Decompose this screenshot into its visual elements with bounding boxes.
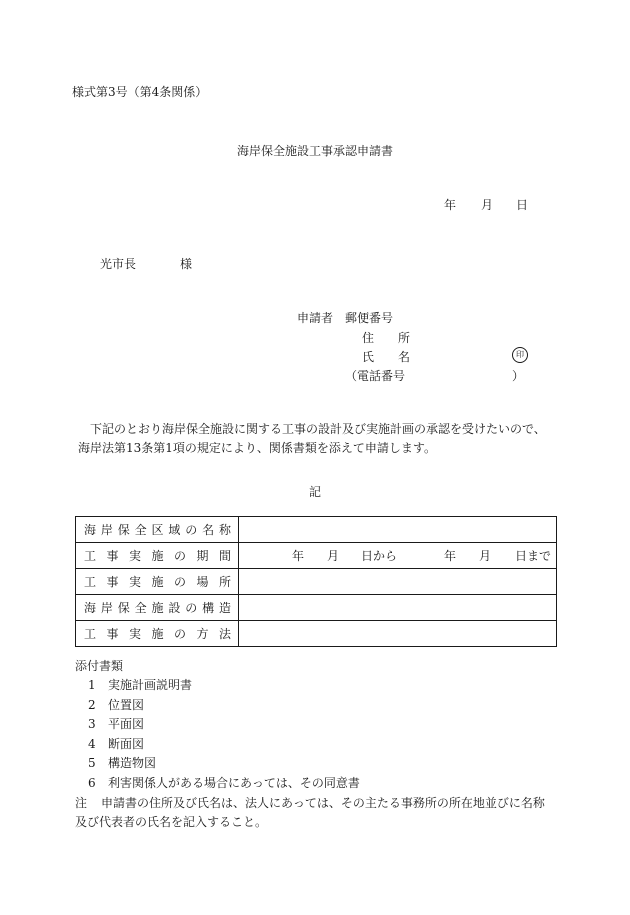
field-work-method[interactable] xyxy=(239,621,557,647)
period-start-day: 日から xyxy=(361,549,398,563)
row-label-work-method: 工事実施の方法 xyxy=(76,621,239,647)
form-number: 様式第3号（第4条関係） xyxy=(72,85,208,99)
note xyxy=(75,794,555,832)
table-row xyxy=(76,595,557,621)
applicant-name-label: 氏 名 xyxy=(362,350,411,364)
applicant-postal-label: 郵便番号 xyxy=(345,311,394,325)
table-row xyxy=(76,517,557,543)
attachment-text: 実施計画説明書 xyxy=(108,678,193,692)
field-work-location[interactable] xyxy=(239,569,557,595)
document-title: 海岸保全施設工事承認申請書 xyxy=(236,144,393,158)
list-item xyxy=(88,755,156,771)
note-head: 注 xyxy=(75,796,88,810)
row-label-work-location: 工事実施の場所 xyxy=(76,569,239,595)
date-year: 年 xyxy=(444,198,457,212)
application-details-table xyxy=(75,516,557,647)
attachment-number: 4 xyxy=(88,737,96,751)
table-row xyxy=(76,569,557,595)
applicant-address-label: 住 所 xyxy=(362,331,411,345)
date-day: 日 xyxy=(516,198,529,212)
list-item xyxy=(88,677,192,693)
attachment-text: 構造物図 xyxy=(108,756,157,770)
applicant-label: 申請者 xyxy=(297,311,334,325)
row-label-facility-structure: 海岸保全施設の構造 xyxy=(76,595,239,621)
attachment-number: 6 xyxy=(88,776,96,790)
attachment-number: 2 xyxy=(88,698,96,712)
field-facility-structure[interactable] xyxy=(239,595,557,621)
applicant-phone-close: ） xyxy=(512,369,525,383)
ki-heading: 記 xyxy=(308,485,321,499)
field-work-period[interactable] xyxy=(239,543,557,569)
addressee xyxy=(100,256,192,272)
attachment-text: 断面図 xyxy=(108,737,145,751)
date-month: 月 xyxy=(481,198,494,212)
period-end-year: 年 xyxy=(444,549,457,563)
attachment-number: 3 xyxy=(88,717,96,731)
row-label-coast-area-name: 海岸保全区域の名称 xyxy=(76,517,239,543)
list-item xyxy=(88,716,144,732)
attachment-number: 5 xyxy=(88,756,96,770)
list-item xyxy=(88,697,144,713)
attachments-title: 添付書類 xyxy=(75,659,124,673)
attachment-text: 平面図 xyxy=(108,717,145,731)
application-body-text: 下記のとおり海岸保全施設に関する工事の設計及び実施計画の承認を受けたいので、海岸法第13条第1項の規定により、関係書類を添えて申請します。 xyxy=(78,422,546,455)
addressee-honorific: 様 xyxy=(180,257,193,271)
row-label-work-period: 工事実施の期間 xyxy=(76,543,239,569)
attachment-number: 1 xyxy=(88,678,96,692)
period-end-day: 日まで xyxy=(515,549,552,563)
seal-icon: 印 xyxy=(512,347,528,363)
period-start-year: 年 xyxy=(292,549,305,563)
field-coast-area-name[interactable] xyxy=(239,517,557,543)
table-row xyxy=(76,621,557,647)
addressee-name: 光市長 xyxy=(100,257,137,271)
table-row xyxy=(76,543,557,569)
applicant-phone-label: （電話番号 xyxy=(345,369,406,383)
attachment-text: 位置図 xyxy=(108,698,145,712)
period-start-month: 月 xyxy=(327,549,340,563)
period-end-month: 月 xyxy=(479,549,492,563)
list-item xyxy=(88,736,144,752)
attachment-text: 利害関係人がある場合にあっては、その同意書 xyxy=(108,776,360,790)
list-item xyxy=(88,775,360,791)
note-text: 申請書の住所及び氏名は、法人にあっては、その主たる事務所の所在地並びに名称及び代表者の氏名を記入すること。 xyxy=(75,796,545,829)
